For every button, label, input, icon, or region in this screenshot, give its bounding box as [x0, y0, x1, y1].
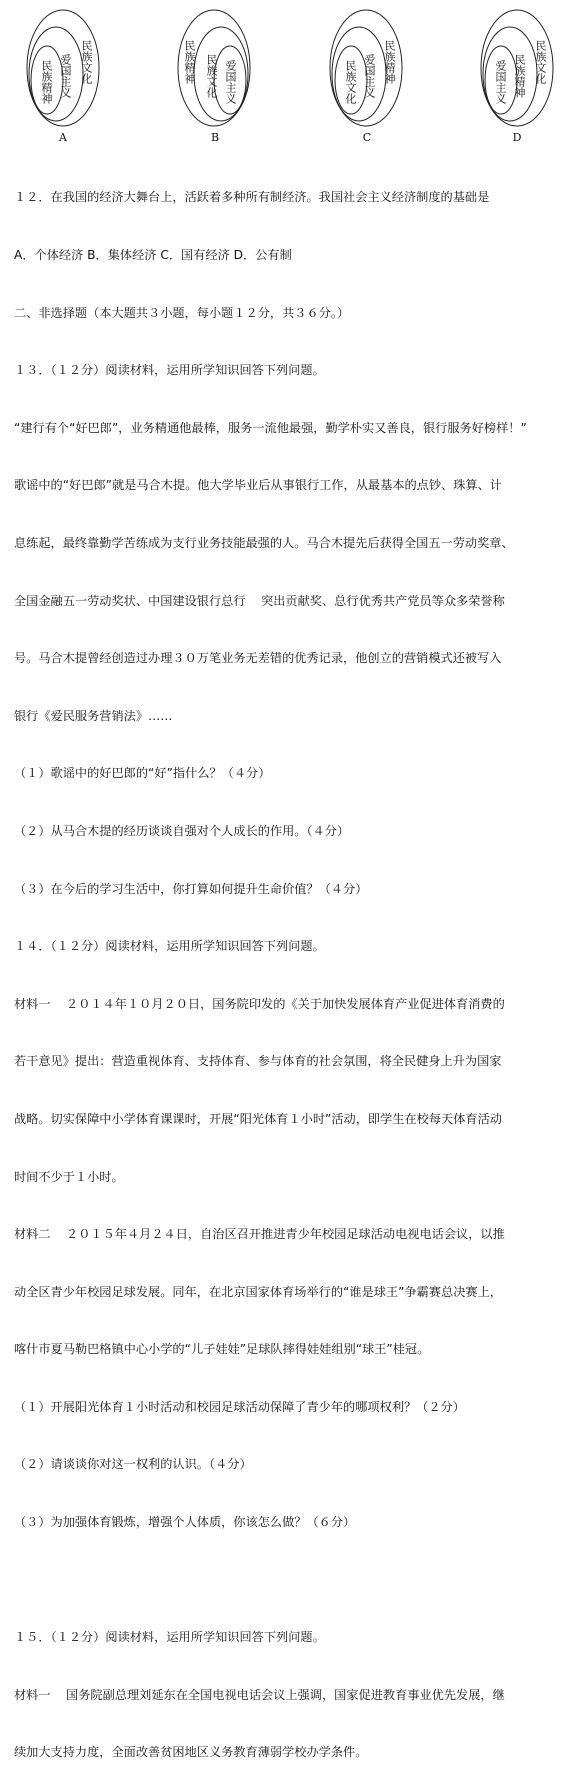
text-line: 续加大支持力度，全面改善贫困地区义务教育薄弱学校办学条件。	[14, 1745, 368, 1760]
text-line: 全国金融五一劳动奖状、中国建设银行总行 突出贡献奖、总行优秀共产党员等众多荣誉称	[14, 593, 505, 608]
outer-label: 民族文化	[534, 40, 547, 84]
text-line: 若干意见》提出：营造重视体育、支持体育、参与体育的社会氛围，将全民健身上升为国家	[14, 1054, 502, 1069]
middle-label: 爱国主义	[59, 54, 72, 98]
sub-question: （３）为加强体育锻炼，增强个人体质，你该怎么做？（６分）	[14, 1515, 356, 1530]
option-diagrams	[0, 0, 585, 150]
diagram-c	[312, 4, 422, 150]
text-line: “建行有个“好巴郎”，业务精通他最棒，服务一流他最强，勤学朴实又善良，银行服务好榜样！”	[14, 420, 527, 435]
outer-label: 民族精神	[183, 40, 196, 84]
blank-line	[14, 1571, 582, 1590]
sub-question: （１）歌谣中的好巴郎的“好”指什么？（４分）	[14, 766, 271, 781]
inner-label: 民族精神	[40, 60, 53, 104]
option-letter: A	[59, 131, 67, 144]
text-line: 材料二 ２０１５年４月２４日，自治区召开推进青少年校园足球活动电视电话会议，以推	[14, 1227, 505, 1242]
question-12-options: A．个体经济 B．集体经济 C．国有经济 D．公有制	[14, 248, 292, 262]
diagram-a	[8, 4, 118, 150]
question-13: １３．（１２分）阅读材料，运用所学知识回答下列问题。	[14, 363, 325, 378]
outer-label: 民族精神	[383, 40, 396, 84]
question-14: １４．（１２分）阅读材料，运用所学知识回答下列问题。	[14, 939, 325, 954]
inner-label: 爱国主义	[224, 60, 237, 104]
sub-question: （３）在今后的学习生活中，你打算如何提升生命价值？（４分）	[14, 881, 368, 896]
option-letter: B	[210, 131, 220, 144]
text-line: 银行《爱民服务营销法》……	[14, 708, 173, 723]
question-text	[14, 150, 582, 1782]
text-line: 动全区青少年校园足球发展。同年，在北京国家体育场举行的“谁是球王”争霸赛总决赛上，	[14, 1284, 502, 1299]
text-line: 息练起，最终靠勤学苦练成为支行业务技能最强的人。马合木提先后获得全国五一劳动奖章、	[14, 535, 514, 550]
inner-label: 民族文化	[344, 60, 357, 104]
middle-label: 民族文化	[205, 54, 218, 98]
text-line: 时间不少于１小时。	[14, 1169, 124, 1184]
sub-question: （１）开展阳光体育１小时活动和校园足球活动保障了青少年的哪项权利？（２分）	[14, 1399, 465, 1414]
text-line: 材料一 国务院副总理刘延东在全国电视电话会议上强调，国家促进教育事业优先发展，继	[14, 1687, 505, 1702]
diagram-d	[462, 4, 572, 150]
outer-label: 民族文化	[80, 40, 93, 84]
text-line: 材料一 ２０１４年１０月２０日，国务院印发的《关于加快发展体育产业促进体育消费的	[14, 996, 505, 1011]
option-letter: D	[512, 131, 522, 144]
text-line: 号。马合木提曾经创造过办理３０万笔业务无差错的优秀记录，他创立的营销模式还被写入	[14, 651, 502, 666]
inner-label: 爱国主义	[494, 60, 507, 104]
diagram-b	[160, 4, 270, 150]
text-line: 战略。切实保障中小学体育课课时，开展“阳光体育１小时”活动，即学生在校每天体育活动	[14, 1111, 502, 1126]
question-15: １５．（１２分）阅读材料，运用所学知识回答下列问题。	[14, 1630, 325, 1645]
middle-label: 爱国主义	[363, 54, 376, 98]
sub-question: （２）请谈谈你对这一权利的认识。（４分）	[14, 1457, 252, 1472]
section-heading: 二、非选择题（本大题共３小题，每小题１２分，共３６分。）	[14, 305, 350, 320]
text-line: 喀什市夏马勒巴格镇中心小学的“儿子娃娃”足球队摔得娃娃组别“球王”桂冠。	[14, 1342, 430, 1357]
option-letter: C	[362, 131, 372, 144]
text-line: 歌谣中的“好巴郎”就是马合木提。他大学毕业后从事银行工作，从最基本的点钞、珠算、计	[14, 478, 502, 493]
sub-question: （２）从马合木提的经历谈谈自强对个人成长的作用。（４分）	[14, 823, 350, 838]
middle-label: 民族精神	[513, 54, 526, 98]
question-12: １２．在我国的经济大舞台上，活跃着多种所有制经济。我国社会主义经济制度的基础是	[14, 190, 490, 205]
